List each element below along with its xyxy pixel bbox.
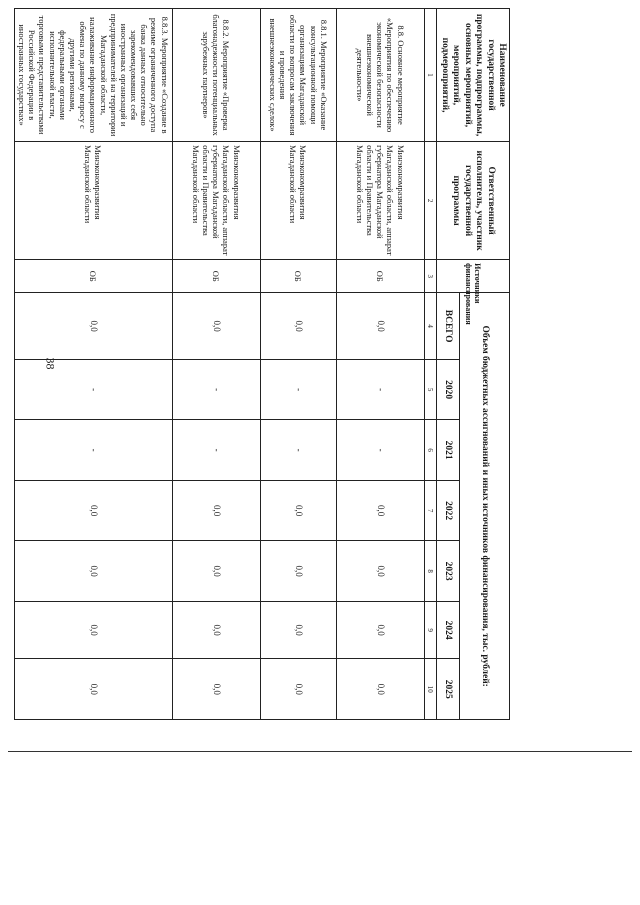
header-source: Источники финансирования <box>436 260 509 293</box>
header-year-2020: 2020 <box>436 359 459 420</box>
column-number-row <box>424 9 436 720</box>
row-source: ОБ <box>14 260 172 293</box>
row-value-2023: 0,0 <box>14 541 172 602</box>
header-year-total: ВСЕГО <box>436 293 459 360</box>
column-number: 2 <box>424 142 436 260</box>
row-value-2024: 0,0 <box>336 601 424 658</box>
row-value-2025: 0,0 <box>260 659 336 720</box>
header-name: Наименование государственной программы, подпрограммы, основных мероприятий, мероприятий, подмероприятий, <box>436 9 509 142</box>
header-executor: Ответственный исполнитель, участник государственной программы <box>436 142 509 260</box>
row-value-2020: - <box>260 359 336 420</box>
row-value-2021: - <box>336 420 424 481</box>
row-value-2021: - <box>14 420 172 481</box>
row-value-2022: 0,0 <box>14 480 172 541</box>
row-value-2023: 0,0 <box>172 541 260 602</box>
row-executor: Минэкономразвития Магаданской области, аппарат губернатора Магаданской области и Правительства Магаданской области <box>172 142 260 260</box>
column-number: 1 <box>424 9 436 142</box>
row-value-2022: 0,0 <box>336 480 424 541</box>
column-number: 3 <box>424 260 436 293</box>
row-value-2024: 0,0 <box>260 601 336 658</box>
row-value-2020: - <box>172 359 260 420</box>
row-executor: Минэкономразвития Магаданской области <box>14 142 172 260</box>
column-number: 9 <box>424 601 436 658</box>
budget-table <box>14 8 510 720</box>
row-value-2024: 0,0 <box>172 601 260 658</box>
row-source: ОБ <box>260 260 336 293</box>
row-value-2020: - <box>14 359 172 420</box>
row-value-2025: 0,0 <box>336 659 424 720</box>
row-value-2025: 0,0 <box>172 659 260 720</box>
header-year-2023: 2023 <box>436 541 459 602</box>
table-row <box>14 9 172 720</box>
row-executor: Минэкономразвития Магаданской области, аппарат губернатора Магаданской области и Правительства Магаданской области <box>336 142 424 260</box>
header-year-2021: 2021 <box>436 420 459 481</box>
row-value-2021: - <box>172 420 260 481</box>
row-name: 8.8.3. Мероприятие «Создание в режиме ограниченного доступа банка данных относительно зарекомендовавших себя иностранных организаций и предпринимателей на территории Магаданской области, налаживание информационного обмена по данному вопросу с другими регионами, федеральными органами исполнительной власти, торговыми представительствами Российской Федерации в иностранных государствах» <box>14 9 172 142</box>
row-name: 8.8.1. Мероприятие «Оказание консультационной помощи организациям Магаданской области по вопросам заключения и проведения внешнеэкономических сделок» <box>260 9 336 142</box>
row-value-total: 0,0 <box>172 293 260 360</box>
page-divider <box>8 751 632 752</box>
row-value-2022: 0,0 <box>172 480 260 541</box>
row-executor: Минэкономразвития Магаданской области <box>260 142 336 260</box>
row-value-total: 0,0 <box>14 293 172 360</box>
row-value-2021: - <box>260 420 336 481</box>
column-number: 7 <box>424 480 436 541</box>
row-name: 8.8.2. Мероприятие «Проверка благонадежности потенциальных зарубежных партнеров» <box>172 9 260 142</box>
row-value-2025: 0,0 <box>14 659 172 720</box>
column-number: 8 <box>424 541 436 602</box>
header-year-2024: 2024 <box>436 601 459 658</box>
header-year-2025: 2025 <box>436 659 459 720</box>
row-value-total: 0,0 <box>336 293 424 360</box>
column-number: 10 <box>424 659 436 720</box>
row-value-total: 0,0 <box>260 293 336 360</box>
column-number: 4 <box>424 293 436 360</box>
table-row <box>172 9 260 720</box>
row-value-2020: - <box>336 359 424 420</box>
row-source: ОБ <box>172 260 260 293</box>
row-value-2024: 0,0 <box>14 601 172 658</box>
row-value-2022: 0,0 <box>260 480 336 541</box>
row-value-2023: 0,0 <box>336 541 424 602</box>
column-number: 5 <box>424 359 436 420</box>
row-source: ОБ <box>336 260 424 293</box>
column-number: 6 <box>424 420 436 481</box>
header-year-2022: 2022 <box>436 480 459 541</box>
header-volume: Объем бюджетных ассигнований и иных источников финансирования, тыс. рублей: <box>459 293 509 720</box>
table-row <box>260 9 336 720</box>
page-number: 38 <box>43 357 58 370</box>
table-row <box>336 9 424 720</box>
row-name: 8.8. Основное мероприятие «Мероприятия по обеспечению экономической безопасности внешнеэкономической деятельности» <box>336 9 424 142</box>
row-value-2023: 0,0 <box>260 541 336 602</box>
